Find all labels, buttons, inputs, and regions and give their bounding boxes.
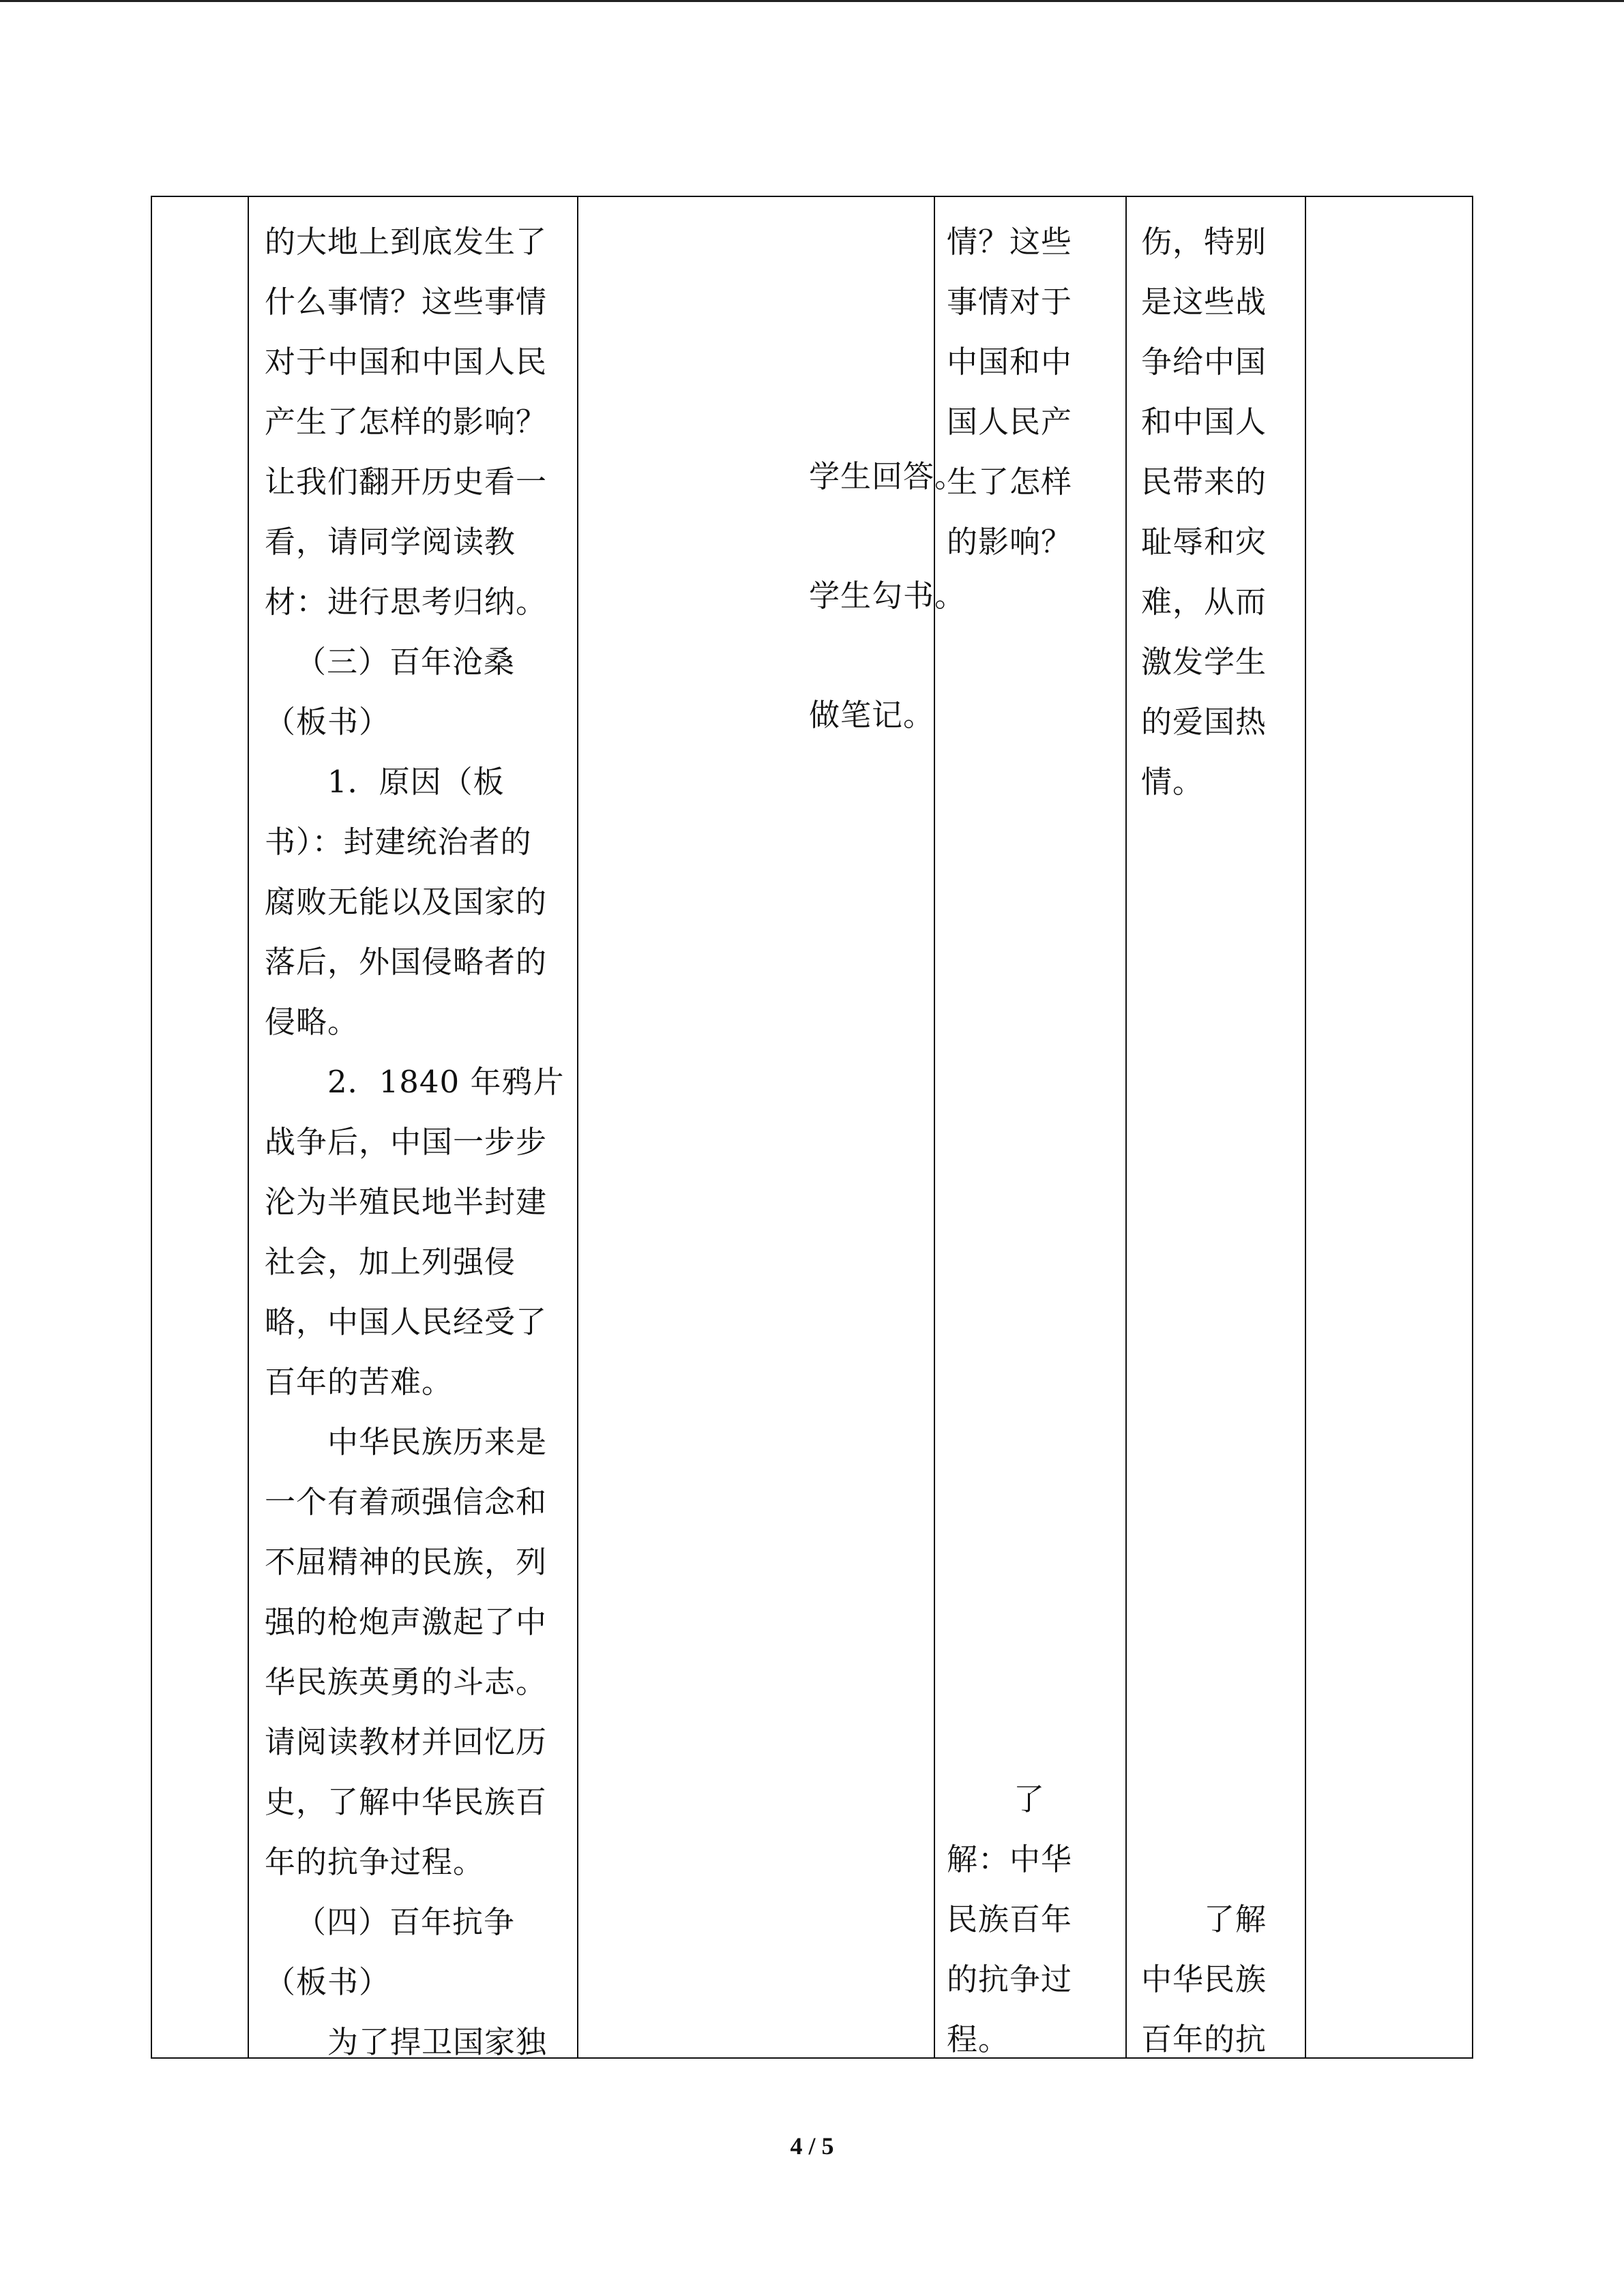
text-line: （板书） — [265, 1964, 391, 2000]
text-line: 年的抗争过程。 — [265, 1844, 485, 1880]
text-line: 华民族英勇的斗志。 — [265, 1664, 548, 1700]
text-line: 争给中国 — [1141, 344, 1267, 380]
text-line: 是这些战 — [1141, 284, 1267, 320]
text-line: （板书） — [265, 704, 391, 740]
text-line: 为了捍卫国家独 — [327, 2024, 548, 2060]
text-line: 看，请同学阅读教 — [265, 524, 516, 560]
text-line: 和中国人 — [1141, 404, 1267, 440]
text-line: 对于中国和中国人民 — [265, 344, 548, 380]
text-line: 落后，外国侵略者的 — [265, 944, 548, 980]
text-line: 百年的苦难。 — [265, 1364, 454, 1400]
stage-column-cell — [152, 197, 248, 2057]
text-line: 沦为半殖民地半封建 — [265, 1184, 548, 1220]
text-line: 的爱国热 — [1141, 704, 1267, 740]
text-line: 请阅读教材并回忆历 — [265, 1724, 548, 1760]
text-line: 了解 — [1204, 1901, 1267, 1937]
text-line: 事情对于 — [947, 284, 1073, 320]
text-line: 伤，特别 — [1141, 224, 1267, 260]
text-line: 的影响？ — [947, 524, 1073, 560]
text-line: 一个有着顽强信念和 — [265, 1484, 548, 1520]
text-line: 国人民产 — [947, 404, 1073, 440]
column-divider — [248, 197, 249, 2057]
text-line: 1．原因（板 — [327, 764, 505, 800]
text-line: 情？这些 — [947, 224, 1073, 260]
text-line: 产生了怎样的影响？ — [265, 404, 548, 440]
text-line: 的大地上到底发生了 — [265, 224, 548, 260]
section-heading: （四）百年抗争 — [295, 1904, 516, 1940]
text-line: 让我们翻开历史看一 — [265, 464, 548, 500]
text-line: 了 — [1014, 1781, 1046, 1817]
text-line: 什么事情？这些事情 — [265, 284, 548, 320]
intent-block — [1141, 1890, 1267, 2070]
design-goal-cell — [947, 197, 1124, 2057]
student-mark-text: 学生勾书。 — [809, 578, 966, 614]
text-line: 侵略。 — [265, 1004, 359, 1040]
text-line: 中国和中 — [947, 344, 1073, 380]
text-line: 材：进行思考归纳。 — [265, 584, 548, 620]
lesson-plan-table — [151, 196, 1473, 2059]
text-line: 激发学生 — [1141, 644, 1267, 680]
goal-block — [947, 1770, 1072, 2070]
text-line: 耻辱和灾 — [1141, 524, 1267, 560]
text-line: 情。 — [1141, 764, 1205, 800]
text-line: 不屈精神的民族，列 — [265, 1544, 548, 1580]
remarks-column-cell — [1306, 197, 1473, 2057]
design-intent-cell — [1141, 197, 1303, 2057]
text-line: 略，中国人民经受了 — [265, 1304, 548, 1340]
text-line: 程。 — [947, 2021, 1010, 2057]
text-line: 2．1840 年鸦片 — [327, 1064, 565, 1100]
text-line: 民带来的 — [1141, 464, 1267, 500]
text-line: 中华民族历来是 — [327, 1424, 548, 1460]
text-line: 的抗争过 — [947, 1961, 1073, 1997]
text-line: 社会，加上列强侵 — [265, 1244, 516, 1280]
student-notes-text: 做笔记。 — [809, 697, 935, 733]
text-line: 腐败无能以及国家的 — [265, 884, 548, 920]
section-heading: （三）百年沧桑 — [295, 644, 516, 680]
text-line: 民族百年 — [947, 1901, 1073, 1937]
text-line: 解：中华 — [947, 1841, 1073, 1877]
text-line: 书）：封建统治者的 — [265, 824, 532, 860]
text-line: 生了怎样 — [947, 464, 1073, 500]
text-line: 中华民族 — [1141, 1961, 1267, 1997]
page-top-border — [0, 0, 1624, 2]
text-line: 史，了解中华民族百 — [265, 1784, 548, 1820]
student-answer-text: 学生回答。 — [809, 458, 966, 494]
page-number: 4 / 5 — [790, 2132, 834, 2160]
teacher-activity-cell — [265, 197, 572, 2060]
text-line: 难，从而 — [1141, 584, 1267, 620]
column-divider — [1125, 197, 1127, 2057]
text-line: 战争后，中国一步步 — [265, 1124, 548, 1160]
text-line: 百年的抗 — [1141, 2021, 1267, 2057]
text-line: 强的枪炮声激起了中 — [265, 1604, 548, 1640]
student-activity-cell — [578, 197, 966, 2057]
